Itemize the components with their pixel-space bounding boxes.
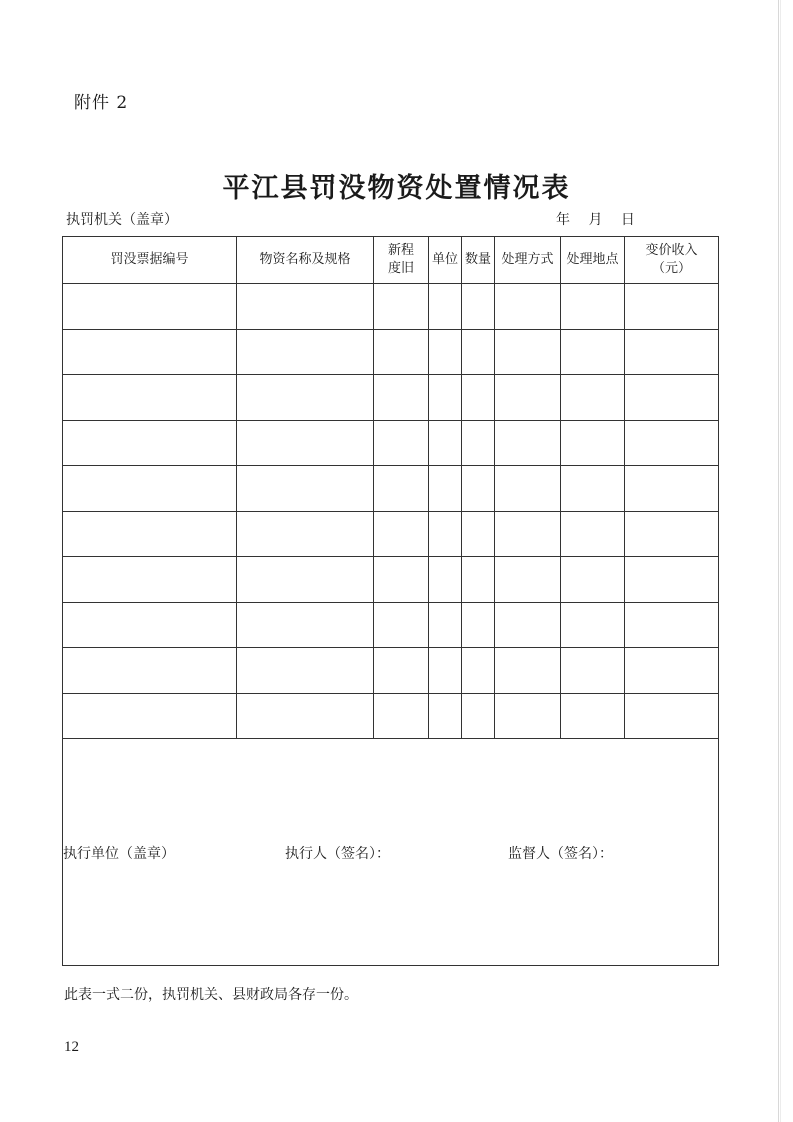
table-cell (495, 466, 561, 512)
date-line (556, 209, 635, 229)
column-header: 物资名称及规格 (237, 237, 374, 284)
supervisor-label: 监督人（签名）： (508, 846, 613, 862)
table-cell (495, 284, 561, 330)
table-row (63, 693, 719, 739)
table-cell (237, 557, 374, 603)
table-cell (561, 284, 625, 330)
table-cell (63, 466, 237, 512)
table-cell (561, 648, 625, 694)
table-cell (237, 648, 374, 694)
executor-label: 执行人（签名）： (285, 846, 390, 862)
table-cell (63, 329, 237, 375)
table-cell (625, 466, 719, 512)
table-cell (237, 329, 374, 375)
table-cell (63, 648, 237, 694)
table-cell (625, 602, 719, 648)
table-cell (374, 466, 429, 512)
signature-row (63, 739, 719, 966)
table-cell (237, 511, 374, 557)
table-cell (625, 284, 719, 330)
table-cell (462, 329, 495, 375)
table-cell (374, 284, 429, 330)
table-cell (495, 511, 561, 557)
table-cell (462, 420, 495, 466)
column-header: 处理方式 (495, 237, 561, 284)
table-cell (63, 511, 237, 557)
table-cell (462, 511, 495, 557)
date-month: 月 (588, 212, 603, 228)
attachment-label: 附件 2 (74, 93, 129, 113)
signature-cell (63, 739, 719, 966)
table-cell (625, 420, 719, 466)
table-row (63, 602, 719, 648)
date-day: 日 (620, 212, 635, 228)
table-cell (462, 648, 495, 694)
table-cell (561, 693, 625, 739)
disposal-table (62, 236, 719, 966)
table-cell (429, 693, 462, 739)
footer-note: 此表一式二份，执罚机关、县财政局各存一份。 (64, 987, 358, 1003)
table-cell (561, 329, 625, 375)
table-cell (429, 648, 462, 694)
table-cell (429, 602, 462, 648)
table-cell (462, 375, 495, 421)
table-cell (237, 602, 374, 648)
table-cell (429, 420, 462, 466)
table-cell (462, 466, 495, 512)
table-cell (625, 557, 719, 603)
executing-unit-label: 执行单位（盖章） (63, 846, 175, 862)
table-cell (374, 511, 429, 557)
table-cell (462, 602, 495, 648)
column-header: 罚没票据编号 (63, 237, 237, 284)
table-cell (374, 375, 429, 421)
table-cell (63, 557, 237, 603)
table-cell (495, 602, 561, 648)
table-cell (495, 648, 561, 694)
table-cell (495, 329, 561, 375)
table-cell (429, 466, 462, 512)
table-cell (63, 693, 237, 739)
date-year: 年 (556, 212, 570, 228)
table-cell (429, 329, 462, 375)
table-cell (237, 375, 374, 421)
table-cell (625, 511, 719, 557)
table-cell (374, 602, 429, 648)
table-cell (374, 557, 429, 603)
table-cell (429, 511, 462, 557)
table-cell (561, 375, 625, 421)
column-header: 新程 度旧 (374, 237, 429, 284)
table-cell (625, 329, 719, 375)
table-row (63, 375, 719, 421)
table-cell (374, 420, 429, 466)
table-cell (63, 284, 237, 330)
column-header: 变价收入 （元） (625, 237, 719, 284)
table-row (63, 284, 719, 330)
column-header: 数量 (462, 237, 495, 284)
table-cell (462, 693, 495, 739)
table-cell (561, 511, 625, 557)
page-number: 12 (64, 1039, 79, 1055)
table-row (63, 466, 719, 512)
table-cell (625, 693, 719, 739)
table-cell (237, 693, 374, 739)
table-cell (495, 375, 561, 421)
table-cell (625, 375, 719, 421)
table-cell (63, 602, 237, 648)
page-title: 平江县罚没物资处置情况表 (222, 173, 571, 204)
table-cell (495, 557, 561, 603)
table-cell (561, 466, 625, 512)
table-cell (237, 420, 374, 466)
table-cell (374, 693, 429, 739)
table-cell (495, 693, 561, 739)
table-cell (429, 557, 462, 603)
table-cell (462, 557, 495, 603)
table-cell (462, 284, 495, 330)
table-cell (429, 375, 462, 421)
table-cell (374, 329, 429, 375)
table-cell (237, 284, 374, 330)
table-row (63, 511, 719, 557)
table-cell (495, 420, 561, 466)
table-cell (561, 602, 625, 648)
table-row (63, 648, 719, 694)
table-header-row (63, 237, 719, 284)
table-cell (63, 420, 237, 466)
table-cell (429, 284, 462, 330)
table-cell (374, 648, 429, 694)
table-row (63, 420, 719, 466)
table-cell (561, 557, 625, 603)
table-cell (237, 466, 374, 512)
table-cell (561, 420, 625, 466)
table-cell (625, 648, 719, 694)
column-header: 处理地点 (561, 237, 625, 284)
table-row (63, 557, 719, 603)
table-row (63, 329, 719, 375)
column-header: 单位 (429, 237, 462, 284)
table-cell (63, 375, 237, 421)
org-seal-label: 执罚机关（盖章） (66, 212, 178, 228)
